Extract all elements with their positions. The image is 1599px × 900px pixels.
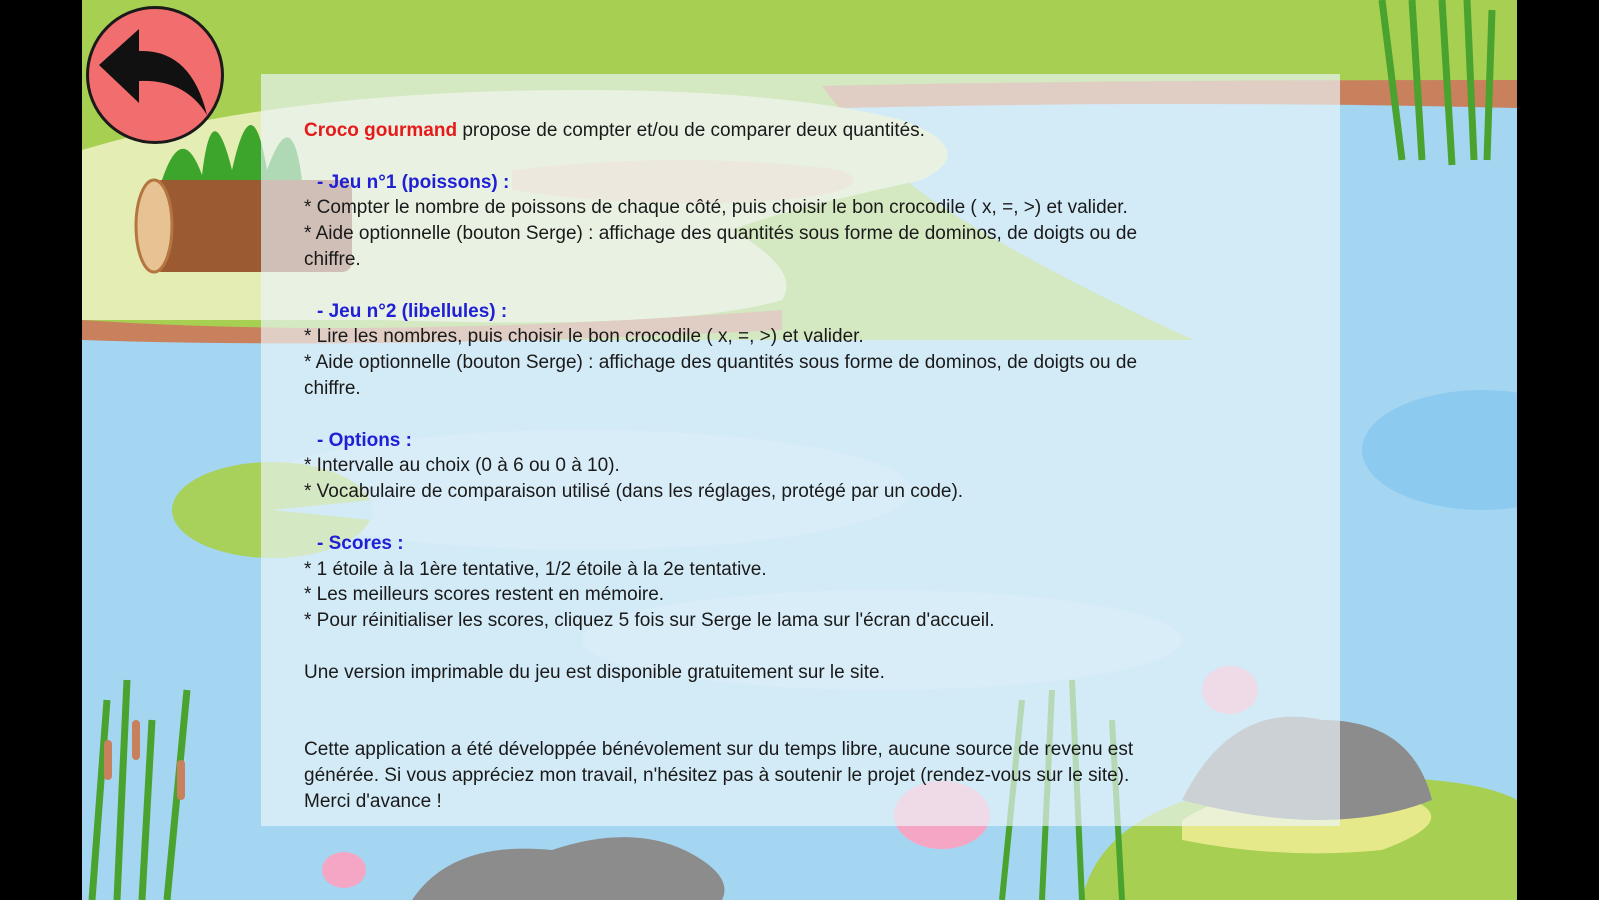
section-title: - Options : [317, 429, 412, 451]
section-line: chiffre. [304, 248, 361, 270]
section-title: - Jeu n°1 (poissons) : [317, 171, 510, 193]
section-title: - Scores : [317, 532, 404, 554]
section-options [304, 428, 1300, 505]
printable-note: Une version imprimable du jeu est disponible gratuitement sur le site. [304, 661, 885, 683]
intro-paragraph [304, 118, 1300, 144]
section-line: * 1 étoile à la 1ère tentative, 1/2 étoile à la 2e tentative. [304, 558, 767, 580]
back-button[interactable] [86, 6, 224, 144]
section-line: * Aide optionnelle (bouton Serge) : affichage des quantités sous forme de dominos, de doigts ou de [304, 352, 1138, 374]
section-line: * Pour réinitialiser les scores, cliquez 5 fois sur Serge le lama sur l'écran d'accueil. [304, 610, 995, 632]
section-game-2 [304, 299, 1300, 402]
section-game-1 [304, 170, 1300, 273]
intro-text: propose de compter et/ou de comparer deux quantités. [457, 120, 925, 141]
section-title: - Jeu n°2 (libellules) : [317, 300, 508, 322]
section-line: * Vocabulaire de comparaison utilisé (dans les réglages, protégé par un code). [304, 481, 964, 503]
section-line: * Les meilleurs scores restent en mémoire. [304, 584, 665, 606]
footer-line: générée. Si vous appréciez mon travail, n'hésitez pas à soutenir le projet (rendez-vous sur le site). [304, 764, 1130, 786]
back-arrow-icon [95, 23, 213, 123]
app-name: Croco gourmand [304, 120, 458, 141]
game-screen [82, 0, 1517, 900]
section-line: * Lire les nombres, puis choisir le bon crocodile ( x, =, >) et valider. [304, 326, 864, 348]
footer-line: Merci d'avance ! [304, 790, 442, 812]
section-scores [304, 531, 1300, 634]
section-line: * Aide optionnelle (bouton Serge) : affichage des quantités sous forme de dominos, de doigts ou de [304, 223, 1138, 245]
footer-note [304, 737, 1300, 814]
footer-line: Cette application a été développée bénévolement sur du temps libre, aucune source de revenu est [304, 739, 1134, 761]
section-line: chiffre. [304, 377, 361, 399]
info-panel [261, 74, 1340, 826]
section-line: * Intervalle au choix (0 à 6 ou 0 à 10). [304, 455, 620, 477]
section-line: * Compter le nombre de poissons de chaque côté, puis choisir le bon crocodile ( x, =, >) et valider. [304, 197, 1128, 219]
